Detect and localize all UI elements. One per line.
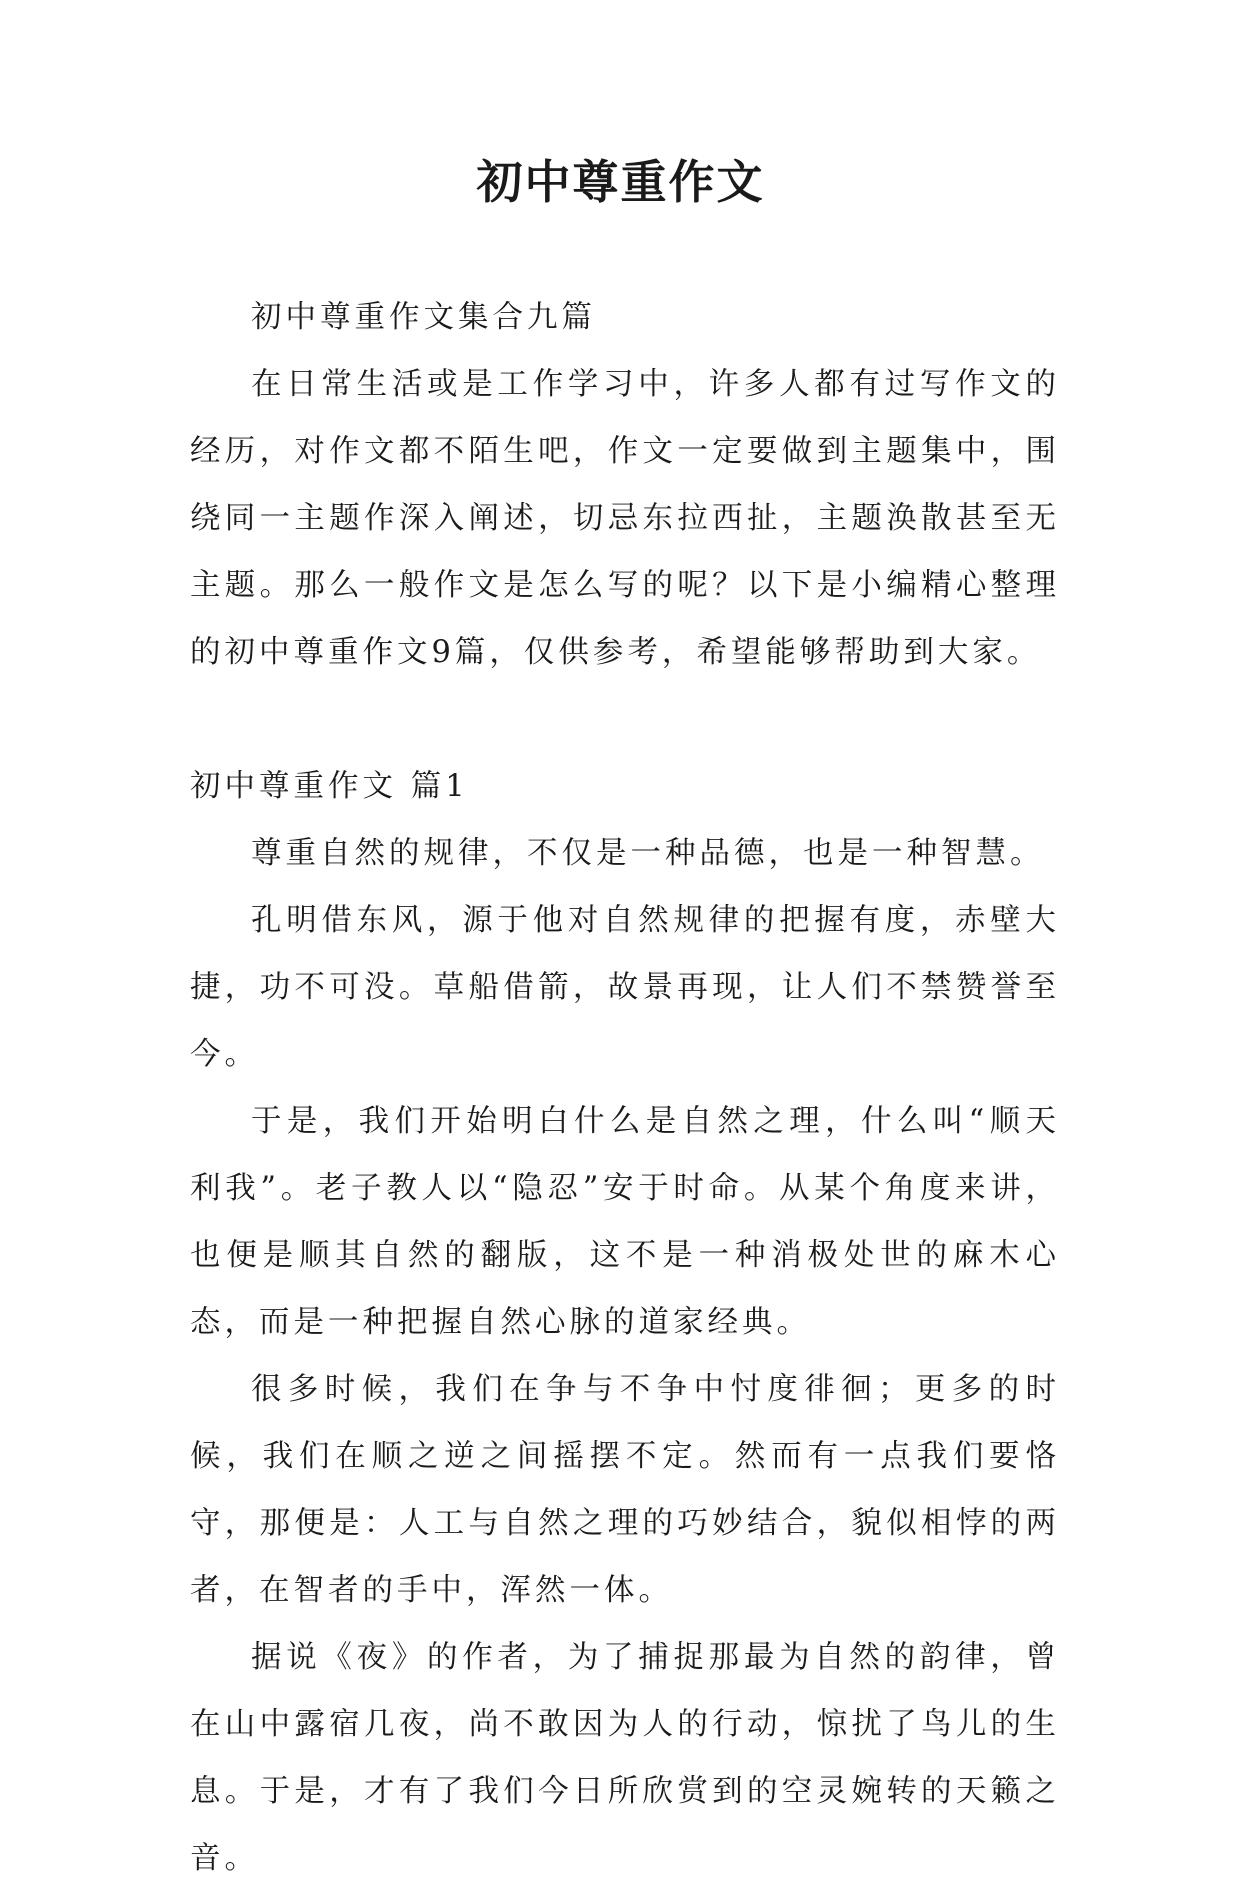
intro-paragraph: 在日常生活或是工作学习中，许多人都有过写作文的经历，对作文都不陌生吧，作文一定要做到主题集中，围绕同一主题作深入阐述，切忌东拉西扯，主题涣散甚至无主题。那么一般作文是怎么写的呢？以下是小编精心整理的初中尊重作文9篇，仅供参考，希望能够帮助到大家。	[190, 367, 1060, 670]
body-paragraph: 于是，我们开始明白什么是自然之理，什么叫“顺天利我”。老子教人以“隐忍”安于时命。从某个角度来讲，也便是顺其自然的翻版，这不是一种消极处世的麻木心态，而是一种把握自然心脉的道家经典。	[190, 1104, 1060, 1340]
document-subtitle: 初中尊重作文集合九篇	[251, 300, 596, 335]
section-heading: 初中尊重作文 篇1	[190, 769, 469, 804]
body-paragraph: 很多时候，我们在争与不争中忖度徘徊；更多的时候，我们在顺之逆之间摇摆不定。然而有一点我们要恪守，那便是：人工与自然之理的巧妙结合，貌似相悖的两者，在智者的手中，浑然一体。	[190, 1372, 1060, 1608]
body-paragraph: 尊重自然的规律，不仅是一种品德，也是一种智慧。	[251, 836, 1045, 871]
body-paragraph: 孔明借东风，源于他对自然规律的把握有度，赤壁大捷，功不可没。草船借箭，故景再现，让人们不禁赞誉至今。	[190, 903, 1060, 1072]
section-spacer	[190, 686, 1060, 753]
document-title: 初中尊重作文	[476, 155, 765, 209]
body-paragraph: 据说《夜》的作者，为了捕捉那最为自然的韵律，曾在山中露宿几夜，尚不敢因为人的行动，惊扰了鸟儿的生息。于是，才有了我们今日所欣赏到的空灵婉转的天籁之音。	[190, 1640, 1060, 1876]
document-body	[190, 284, 1060, 1892]
